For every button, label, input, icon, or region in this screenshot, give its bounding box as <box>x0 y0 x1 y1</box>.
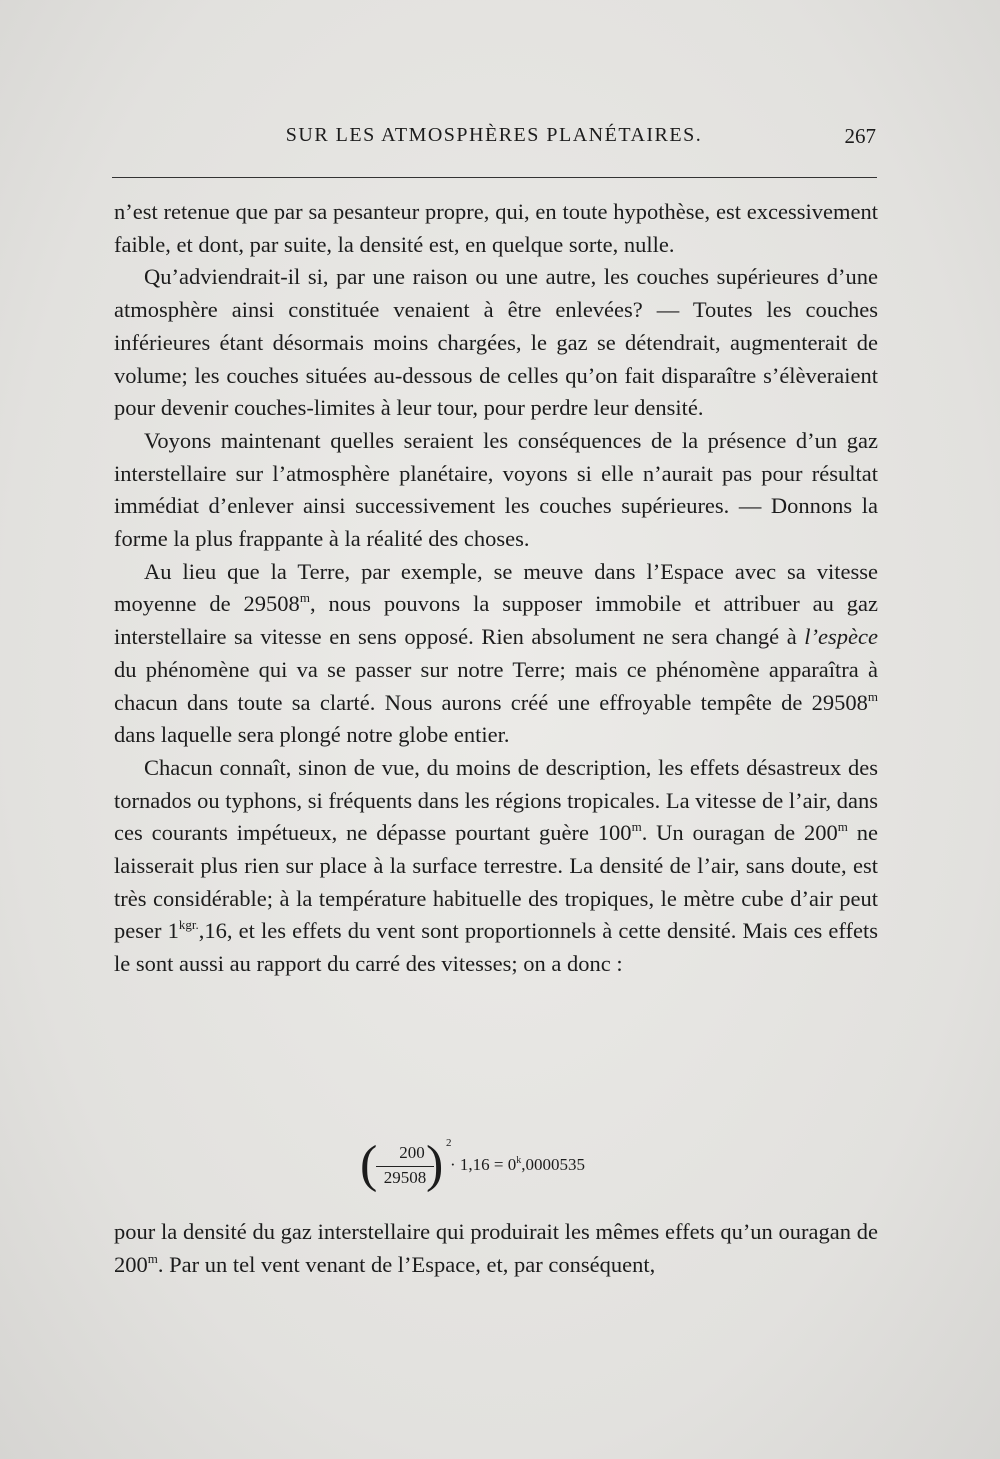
formula-rhs-part-a: · 1,16 = 0 <box>450 1155 517 1174</box>
header-rule <box>112 177 877 178</box>
paragraph-4-part-a: Au lieu que la Terre, par exemple, se meuve dans l’Espace avec sa vitesse moyenne de 29508 <box>114 558 878 617</box>
left-parenthesis: ( <box>360 1136 378 1193</box>
body-text-continued <box>114 1216 878 1281</box>
unit-superscript: m <box>867 688 878 704</box>
formula-rhs-part-b: ,0000535 <box>521 1155 585 1174</box>
paragraph-5 <box>114 752 878 981</box>
density-formula <box>360 1135 660 1195</box>
running-title: SUR LES ATMOSPHÈRES PLANÉTAIRES. <box>285 124 703 146</box>
paragraph-5-part-d: ,16, et les effets du vent sont proportionnels à cette densité. Mais ces effets le sont aussi au rapport du carré des vitesses; on a donc : <box>114 918 878 977</box>
running-head <box>112 124 876 154</box>
unit-superscript: m <box>299 590 310 606</box>
paragraph-2: Qu’adviendrait-il si, par une raison ou une autre, les couches supérieures d’une atmosphère ainsi constituée venaient à être enlevées? — Toutes les couches inférieures étant désormais moins chargées, le gaz se détendrait, augmenterait de volume; les couches situées au-dessous de celles qu’on fait disparaître s’élèveraient pour devenir couches-limites à leur tour, pour perdre leur densité. <box>114 264 878 421</box>
paragraph-6-part-a: pour la densité du gaz interstellaire qui produirait les mêmes effets qu’un ouragan de 200 <box>114 1219 878 1277</box>
fraction-denominator: 29508 <box>383 1168 427 1187</box>
unit-superscript: m <box>837 819 848 835</box>
fraction-numerator: 200 <box>399 1143 425 1162</box>
paragraph-4-part-d: dans laquelle sera plongé notre globe entier. <box>114 722 510 748</box>
italic-term: l’espèce <box>804 624 878 650</box>
paragraph-6 <box>114 1216 878 1281</box>
formula-rhs-superscript: k <box>516 1155 522 1166</box>
paragraph-3: Voyons maintenant quelles seraient les conséquences de la présence d’un gaz interstellaire sur l’atmosphère planétaire, voyons si elle n’aurait pas pour résultat immédiat d’enlever ainsi successivement les couches supérieures. — Donnons la forme la plus frappante à la réalité des choses. <box>114 427 878 552</box>
paragraph-4-part-c: du phénomène qui va se passer sur notre Terre; mais ce phénomène apparaîtra à chacun dans toute sa clarté. Nous aurons créé une effroyable tempête de 29508 <box>114 656 878 715</box>
paragraph-5-part-b: . Un ouragan de 200 <box>641 820 838 846</box>
paragraph-6-part-b: . Par un tel vent venant de l’Espace, et, par conséquent, <box>157 1251 656 1277</box>
formula-right-hand-side <box>450 1155 585 1175</box>
formula-exponent: 2 <box>446 1137 452 1149</box>
body-text <box>114 196 878 981</box>
paragraph-4 <box>114 556 878 752</box>
unit-superscript: m <box>631 819 642 835</box>
unit-superscript: kgr. <box>178 917 199 933</box>
paragraph-5-part-a: Chacun connaît, sinon de vue, du moins de description, les effets désastreux des tornados ou typhons, si fréquents dans les régions tropicales. La vitesse de l’air, dans ces courants impétueux, ne dépasse pourtant guère 100 <box>114 754 878 846</box>
paragraph-1: n’est retenue que par sa pesanteur propre, qui, en toute hypothèse, est excessivement faible, et dont, par suite, la densité est, en quelque sorte, nulle. <box>114 199 878 257</box>
paragraph-4-part-b: , nous pouvons la supposer immobile et attribuer au gaz interstellaire sa vitesse en sens opposé. Rien absolument ne sera changé à <box>114 591 878 650</box>
right-parenthesis: ) <box>426 1136 444 1193</box>
unit-superscript: m <box>147 1250 158 1266</box>
paragraph-5-part-c: ne laisserait plus rien sur place à la surface terrestre. La densité de l’air, sans doute, est très considérable; à la température habituelle des tropiques, le mètre cube d’air peut peser 1 <box>114 820 878 944</box>
page-number: 267 <box>844 124 876 148</box>
